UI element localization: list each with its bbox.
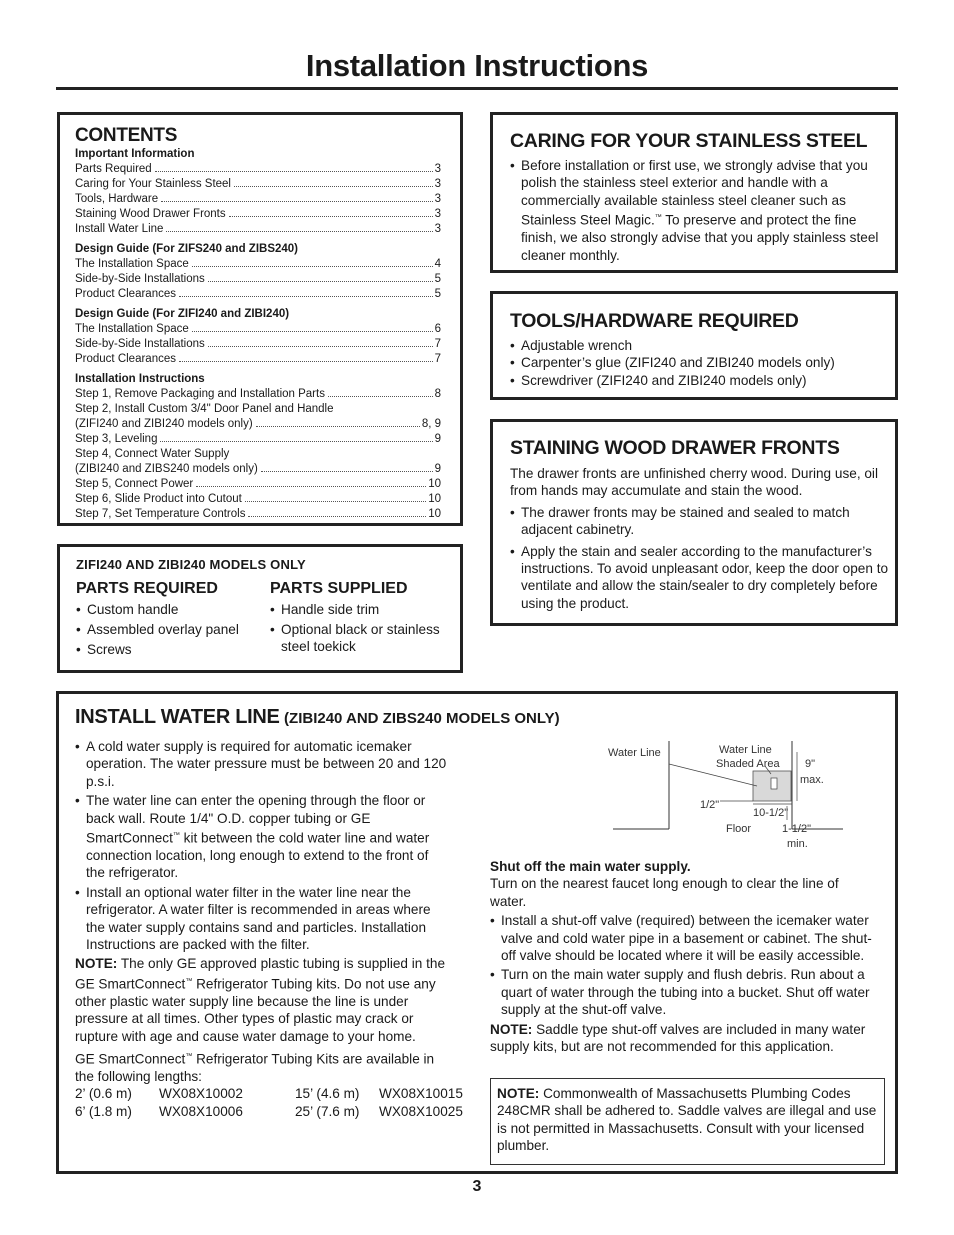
water-line-diagram <box>543 734 843 854</box>
list-item: • The drawer fronts may be stained and sealed to match adjacent cabinetry. <box>510 504 893 539</box>
toc-group-design-i <box>75 307 441 367</box>
table-cell: WX08X10006 <box>159 1103 243 1119</box>
label-shaded-1: Water Line <box>719 744 772 756</box>
toc-row[interactable] <box>75 507 441 522</box>
toc-leader <box>245 501 426 502</box>
parts-supplied-list <box>270 601 450 655</box>
toc-row[interactable] <box>75 462 441 477</box>
toc-leader <box>208 281 433 282</box>
list-item: • A cold water supply is required for automatic icemaker operation. The water pressure must be between 20 and 120 p.s.i. <box>75 738 449 790</box>
label-nine: 9" <box>805 758 816 770</box>
toc-heading: Design Guide (For ZIFS240 and ZIBS240) <box>75 243 299 255</box>
list-item: • Assembled overlay panel <box>76 621 266 638</box>
water-note <box>75 955 449 1045</box>
toc-label: Step 4, Connect Water Supply <box>75 448 230 460</box>
toc-page: 9 <box>434 463 441 475</box>
toc-leader <box>192 331 433 332</box>
massachusetts-note-text: Commonwealth of Massachusetts Plumbing Codes 248CMR shall be adhered to. Saddle valves are illegal and use is not permitted in Massachusetts. Consult with your licensed plumber. <box>497 1086 877 1154</box>
list-item: • Optional black or stainless steel toekick <box>270 621 450 655</box>
note-label: NOTE: <box>75 956 118 972</box>
toc-page: 9 <box>434 433 441 445</box>
toc-page: 3 <box>434 223 441 235</box>
parts-supplied-title: PARTS SUPPLIED <box>270 580 408 597</box>
toc-label: (ZIFI240 and ZIBI240 models only) <box>75 418 253 430</box>
toc-leader <box>179 361 433 362</box>
shutoff-title: Shut off the main water supply. <box>490 859 691 874</box>
water-text: The water line can enter the opening through the floor or back wall. Route 1/4" O.D. copper tubing or GE SmartConnect <box>86 793 426 846</box>
title-rule <box>56 87 898 90</box>
toc-label: Parts Required <box>75 163 152 175</box>
toc-page: 7 <box>434 338 441 350</box>
table-cell: WX08X10015 <box>379 1086 463 1102</box>
staining-list <box>510 504 893 612</box>
water-text: kit between the cold water line and water connection location, long enough to extend to the front of the refrigerator. <box>86 830 430 881</box>
toc-leader <box>179 296 433 297</box>
toc-page: 3 <box>434 163 441 175</box>
toc-row[interactable] <box>75 222 441 237</box>
table-cell: WX08X10002 <box>159 1086 243 1102</box>
toc-label: (ZIBI240 and ZIBS240 models only) <box>75 463 258 475</box>
tools-title: TOOLS/HARDWARE REQUIRED <box>510 310 799 332</box>
toc-row[interactable] <box>75 177 441 192</box>
label-shaded-2: Shaded Area <box>716 758 780 770</box>
toc-row[interactable] <box>75 477 441 492</box>
staining-box <box>490 419 898 626</box>
page-number: 3 <box>472 1178 482 1195</box>
toc-page: 10 <box>428 508 441 520</box>
toc-label: Product Clearances <box>75 288 176 300</box>
table-cell: 15’ (4.6 m) <box>295 1086 360 1102</box>
toc-leader <box>248 516 426 517</box>
list-item: • Screws <box>76 641 266 658</box>
toc-leader <box>196 486 426 487</box>
toc-row[interactable] <box>75 492 441 507</box>
toc-row[interactable] <box>75 272 441 287</box>
toc-page: 3 <box>434 193 441 205</box>
toc-label: Step 5, Connect Power <box>75 478 194 490</box>
trademark: ™ <box>654 214 662 222</box>
label-water-line: Water Line <box>608 747 661 759</box>
toc-heading: Installation Instructions <box>75 373 205 385</box>
toc-leader <box>161 201 433 202</box>
water-list <box>75 738 449 953</box>
label-half: 1/2" <box>700 799 720 811</box>
toc-row[interactable] <box>75 287 441 302</box>
list-item: • Handle side trim <box>270 601 450 618</box>
toc-leader <box>166 231 432 232</box>
toc-page: 8, 9 <box>421 418 441 430</box>
toc-page: 7 <box>434 353 441 365</box>
toc-heading: Important Information <box>75 148 195 160</box>
water-line-heading <box>75 706 560 729</box>
toc-row[interactable] <box>75 162 441 177</box>
toc-group-installation <box>75 372 441 522</box>
toc-label: Caring for Your Stainless Steel <box>75 178 231 190</box>
toc-row[interactable] <box>75 387 441 402</box>
water-connection-icon <box>771 778 777 789</box>
toc-group-design-s <box>75 242 441 302</box>
shutoff-text: Turn on the nearest faucet long enough to clear the line of water. <box>490 876 839 909</box>
toc-row[interactable] <box>75 207 441 222</box>
caring-text: Before installation or first use, we strongly advise that you polish the stainless steel exterior and handle with a commercially available stainless steel cleaner such as Stainless Steel Magic. <box>521 158 868 228</box>
table-cell: 25’ (7.6 m) <box>295 1103 360 1119</box>
toc-row[interactable] <box>75 352 441 367</box>
toc-label: Install Water Line <box>75 223 164 235</box>
shutoff-list <box>490 912 878 1018</box>
toc-leader <box>208 346 433 347</box>
massachusetts-note <box>497 1085 878 1155</box>
toc-page: 10 <box>428 478 441 490</box>
toc-leader <box>160 441 432 442</box>
kits-intro <box>75 1048 449 1085</box>
toc-label: Step 6, Slide Product into Cutout <box>75 493 242 505</box>
toc-page: 10 <box>428 493 441 505</box>
toc-page: 3 <box>434 208 441 220</box>
list-item <box>75 792 449 882</box>
list-item: • Adjustable wrench <box>510 337 885 354</box>
toc-row[interactable] <box>75 322 441 337</box>
contents-title: CONTENTS <box>75 125 178 146</box>
toc-leader <box>229 216 433 217</box>
toc-heading: Design Guide (For ZIFI240 and ZIBI240) <box>75 308 290 320</box>
label-floor: Floor <box>726 823 752 835</box>
toc-leader <box>192 266 433 267</box>
tools-box <box>490 291 898 400</box>
toc-label: Tools, Hardware <box>75 193 159 205</box>
caring-box <box>490 112 898 273</box>
list-item: • Carpenter’s glue (ZIFI240 and ZIBI240 models only) <box>510 354 885 371</box>
toc-leader <box>256 426 420 427</box>
caring-title: CARING FOR YOUR STAINLESS STEEL <box>510 130 868 152</box>
toc-leader <box>234 186 433 187</box>
toc-row[interactable] <box>75 337 441 352</box>
saddle-note <box>490 1021 878 1056</box>
toc-row[interactable] <box>75 257 441 272</box>
water-note-text: The only GE approved plastic tubing is supplied in the GE SmartConnect <box>75 956 446 992</box>
toc-leader <box>155 171 433 172</box>
water-line-title-suffix: (ZIBI240 AND ZIBS240 MODELS ONLY) <box>284 710 560 727</box>
table-cell: 6’ (1.8 m) <box>75 1103 132 1119</box>
label-one-half: 1-1/2" <box>782 823 811 835</box>
note-label: NOTE: <box>497 1086 540 1101</box>
water-line-box <box>56 691 898 1174</box>
page-title: Installation Instructions <box>305 48 649 83</box>
note-label: NOTE: <box>490 1021 533 1037</box>
water-right-column <box>490 858 878 1055</box>
label-ten-half: 10-1/2" <box>753 807 789 819</box>
list-item <box>510 157 885 264</box>
toc-label: Step 7, Set Temperature Controls <box>75 508 246 520</box>
trademark: ™ <box>185 1052 193 1060</box>
parts-subtitle: ZIFI240 AND ZIBI240 MODELS ONLY <box>76 557 306 572</box>
toc-label: Step 3, Leveling <box>75 433 158 445</box>
water-left-column <box>75 738 463 1120</box>
list-item: • Apply the stain and sealer according to the manufacturer’s instructions. To avoid unpleasant odor, keep the door open to ventilate and allow the stain/sealer to dry completely before using the product. <box>510 543 893 613</box>
toc-label: The Installation Space <box>75 323 189 335</box>
caring-list <box>510 157 885 264</box>
toc-label: Product Clearances <box>75 353 176 365</box>
toc-leader <box>261 471 433 472</box>
toc-row[interactable] <box>75 417 441 432</box>
table-row <box>75 1085 465 1102</box>
toc-label: Side-by-Side Installations <box>75 273 205 285</box>
caring-text: To preserve and protect the fine finish, we also strongly advise that you apply stainless steel cleaner monthly. <box>521 212 879 263</box>
list-item: • Custom handle <box>76 601 266 618</box>
toc-label: Staining Wood Drawer Fronts <box>75 208 226 220</box>
parts-required-col <box>76 580 266 661</box>
toc-page: 3 <box>434 178 441 190</box>
staining-intro: The drawer fronts are unfinished cherry wood. During use, oil from hands may accumulate and stain the wood. <box>510 466 878 499</box>
table-row <box>75 1103 465 1120</box>
trademark: ™ <box>185 977 193 985</box>
contents-box <box>57 112 463 526</box>
kits-text: GE SmartConnect <box>75 1051 186 1067</box>
parts-supplied-col <box>270 580 450 658</box>
list-item: • Screwdriver (ZIFI240 and ZIBI240 models only) <box>510 372 885 389</box>
toc-page: 5 <box>434 273 441 285</box>
parts-box <box>57 544 463 673</box>
toc-page: 5 <box>434 288 441 300</box>
kits-text: Refrigerator Tubing Kits are available in the following lengths: <box>75 1051 435 1084</box>
list-item: • Install a shut-off valve (required) between the icemaker water valve and cold water pipe in a basement or cabinet. The shut-off valve should be located where it will be easily accessible. <box>490 912 878 964</box>
parts-required-title: PARTS REQUIRED <box>76 580 218 597</box>
list-item: • Turn on the main water supply and flush debris. Run about a quart of water through the tubing into a bucket. Shut off water supply at the shut-off valve. <box>490 966 878 1018</box>
table-cell: 2’ (0.6 m) <box>75 1086 132 1102</box>
parts-required-list <box>76 601 266 658</box>
tools-list <box>510 337 885 389</box>
saddle-note-text: Saddle type shut-off valves are included in many water supply kits, but are not recommended for this application. <box>490 1021 866 1055</box>
label-one-half-min: min. <box>787 838 808 850</box>
toc-label: Side-by-Side Installations <box>75 338 205 350</box>
water-line-title: INSTALL WATER LINE <box>75 706 280 728</box>
water-note-text: Refrigerator Tubing kits. Do not use any other plastic water supply line because the line is under pressure at all times. Other types of plastic may crack or rupture with age and cause water damage to your home. <box>75 976 436 1044</box>
toc-row[interactable] <box>75 192 441 207</box>
list-item: • Install an optional water filter in the water line near the refrigerator. A water filter is recommended in areas where the water supply contains sand and particles. Installation Instructions are packed with the filter. <box>75 884 449 954</box>
toc-page: 8 <box>434 388 441 400</box>
kits-table <box>75 1085 465 1120</box>
toc-label: Step 1, Remove Packaging and Installation Parts <box>75 388 325 400</box>
table-cell: WX08X10025 <box>379 1103 463 1119</box>
toc-row[interactable] <box>75 432 441 447</box>
toc-group-important <box>75 147 441 237</box>
toc-label: The Installation Space <box>75 258 189 270</box>
staining-title: STAINING WOOD DRAWER FRONTS <box>510 437 840 459</box>
trademark: ™ <box>172 832 180 840</box>
toc-page: 4 <box>434 258 441 270</box>
toc-leader <box>328 396 433 397</box>
toc-page: 6 <box>434 323 441 335</box>
massachusetts-note-box <box>490 1078 885 1165</box>
label-nine-max: max. <box>800 774 824 786</box>
toc-label: Step 2, Install Custom 3/4" Door Panel and Handle <box>75 403 334 415</box>
